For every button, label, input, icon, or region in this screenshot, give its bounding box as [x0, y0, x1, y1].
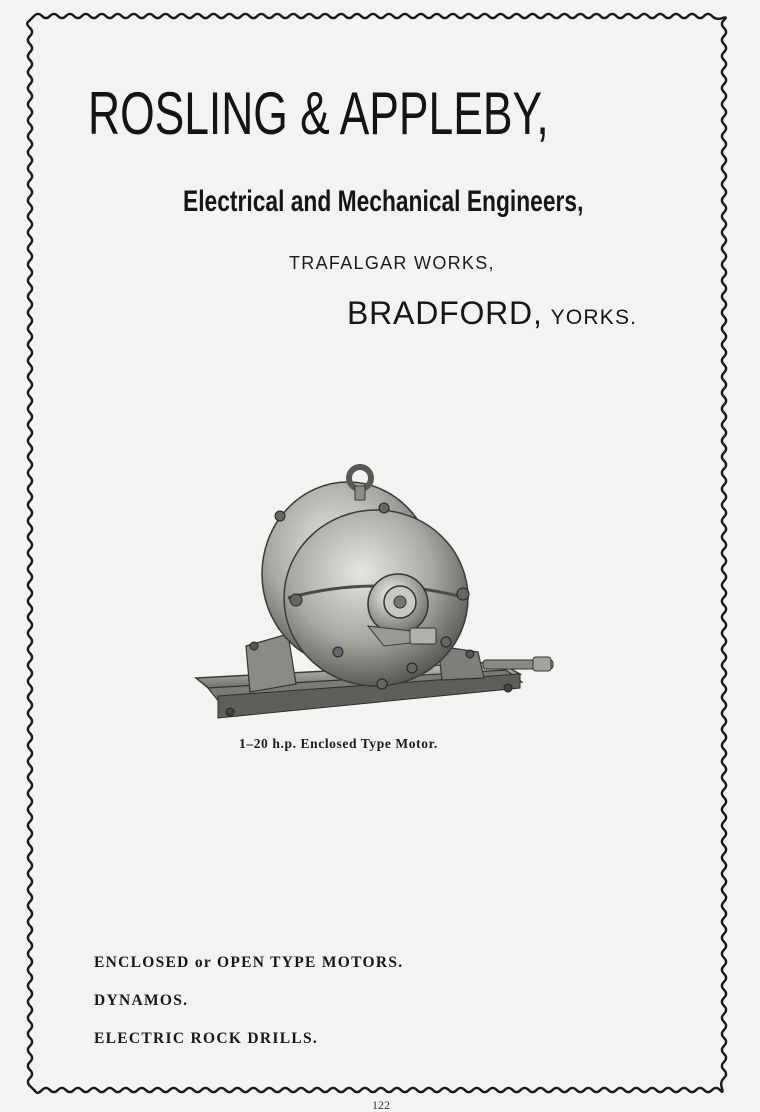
page-number: 122: [372, 1098, 390, 1112]
product-item: ENCLOSED or OPEN TYPE MOTORS.: [94, 954, 404, 971]
trade-description: Electrical and Mechanical Engineers,: [183, 185, 584, 218]
product-item: DYNAMOS.: [94, 992, 189, 1009]
firm-name-heading: ROSLING & APPLEBY,: [88, 80, 549, 147]
county-name: YORKS.: [550, 306, 638, 329]
town-line: [347, 293, 637, 338]
works-address: TRAFALGAR WORKS,: [289, 253, 495, 273]
product-list: [94, 944, 403, 1058]
town-name: BRADFORD,: [347, 295, 543, 331]
motor-illustration: [188, 456, 558, 732]
illustration-caption: 1–20 h.p. Enclosed Type Motor.: [239, 736, 438, 751]
product-item: ELECTRIC ROCK DRILLS.: [94, 1030, 319, 1047]
